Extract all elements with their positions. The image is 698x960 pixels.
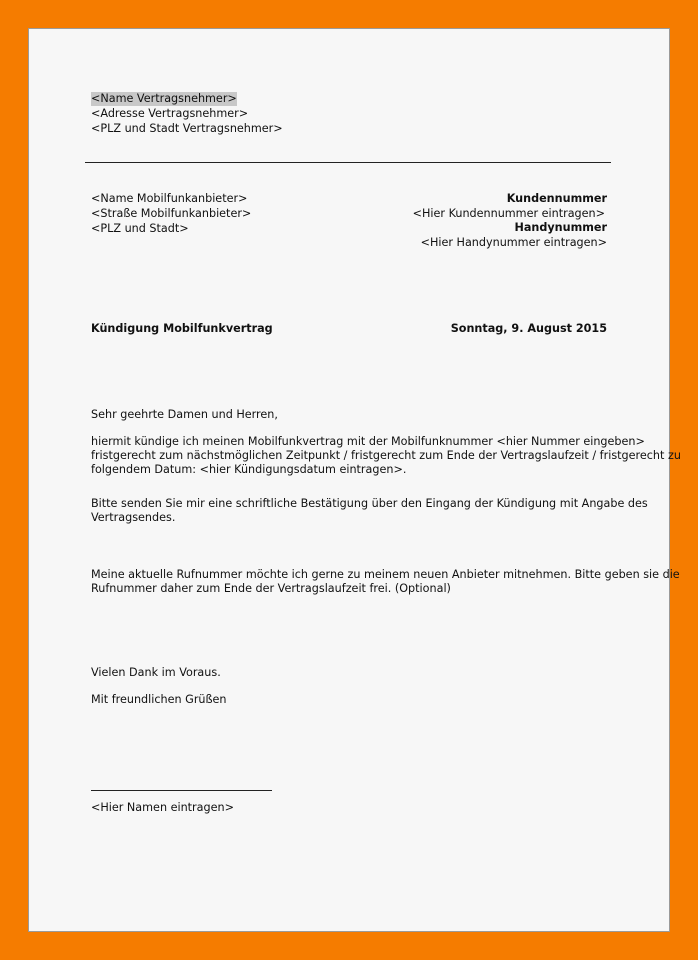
sender-address: <Adresse Vertragsnehmer> [91,107,249,120]
letter-date: Sonntag, 9. August 2015 [450,322,607,335]
salutation: Sehr geehrte Damen und Herren, [91,408,278,421]
paragraph-line: folgendem Datum: <hier Kündigungsdatum eintragen>. [91,463,407,476]
phone-number-value: <Hier Handynummer eintragen> [420,236,607,249]
paragraph-line: hiermit kündige ich meinen Mobilfunkvertrag mit der Mobilfunknummer <hier Nummer eingeben> [91,435,645,448]
recipient-street: <Straße Mobilfunkanbieter> [91,207,252,220]
body-paragraph-1 [91,435,681,477]
subject-line: Kündigung Mobilfunkvertrag [91,322,273,335]
paragraph-line: Rufnummer daher zum Ende der Vertragslaufzeit frei. (Optional) [91,582,451,595]
paragraph-line: fristgerecht zum nächstmöglichen Zeitpunkt / fristgerecht zum Ende der Vertragslaufzeit / fristgerecht zu [91,449,681,462]
signature-name: <Hier Namen eintragen> [91,801,234,814]
signature-line [91,790,272,791]
body-paragraph-2 [91,497,648,525]
paragraph-line: Meine aktuelle Rufnummer möchte ich gerne zu meinem neuen Anbieter mitnehmen. Bitte geben sie die [91,568,680,581]
recipient-city: <PLZ und Stadt> [91,222,189,235]
letter-page [28,28,681,932]
sender-name: <Name Vertragsnehmer> [91,92,237,105]
phone-number-label: Handynummer [514,221,607,234]
paragraph-line: Bitte senden Sie mir eine schriftliche Bestätigung über den Eingang der Kündigung mit Angabe des [91,497,648,510]
closing-regards: Mit freundlichen Grüßen [91,693,227,706]
paragraph-line: Vertragsendes. [91,511,176,524]
customer-number-label: Kundennummer [506,192,607,205]
closing-thanks: Vielen Dank im Voraus. [91,666,221,679]
recipient-name: <Name Mobilfunkanbieter> [91,192,248,205]
customer-number-value: <Hier Kundennummer eintragen> [412,207,605,220]
body-paragraph-3 [91,568,680,596]
sender-city: <PLZ und Stadt Vertragsnehmer> [91,122,283,135]
header-divider [85,162,611,163]
